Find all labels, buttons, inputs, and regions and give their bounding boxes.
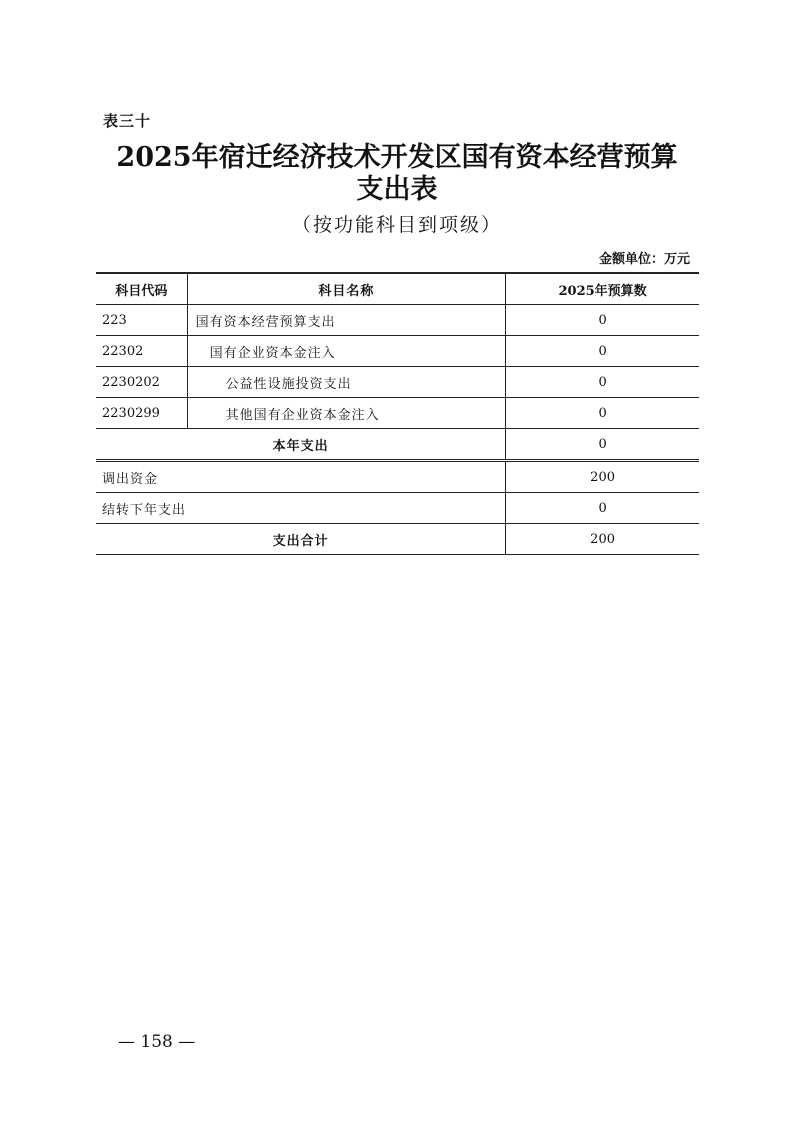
row-value: 0 xyxy=(506,367,699,398)
row-value: 0 xyxy=(506,336,699,367)
amount-unit-label: 金额单位：万元 xyxy=(598,252,690,267)
page-title-line-2: 支出表 xyxy=(356,174,438,205)
page-number: — 158 — xyxy=(118,1032,196,1052)
table-row xyxy=(96,336,699,367)
current-year-expenditure-value: 0 xyxy=(506,429,699,461)
row-value: 0 xyxy=(506,398,699,429)
table-row xyxy=(96,305,699,336)
total-expenditure-row xyxy=(96,524,699,555)
transfer-out-row xyxy=(96,461,699,493)
carry-forward-value: 0 xyxy=(506,493,699,524)
row-value: 0 xyxy=(506,305,699,336)
table-header-row xyxy=(96,273,699,305)
row-code: 22302 xyxy=(96,336,187,367)
row-code: 2230299 xyxy=(96,398,187,429)
transfer-out-value: 200 xyxy=(506,461,699,493)
carry-forward-label: 结转下年支出 xyxy=(96,493,506,524)
row-name: 国有资本经营预算支出 xyxy=(187,305,506,336)
page-subtitle: （按功能科目到项级） xyxy=(291,214,502,236)
total-expenditure-value: 200 xyxy=(506,524,699,555)
current-year-expenditure-row xyxy=(96,429,699,461)
row-name: 国有企业资本金注入 xyxy=(187,336,506,367)
header-budget-amount: 2025年预算数 xyxy=(506,273,699,305)
header-subject-name: 科目名称 xyxy=(187,273,506,305)
transfer-out-label: 调出资金 xyxy=(96,461,506,493)
table-row xyxy=(96,367,699,398)
row-name: 公益性设施投资支出 xyxy=(187,367,506,398)
page-title-line-1: 2025年宿迁经济技术开发区国有资本经营预算 xyxy=(116,142,678,173)
row-name: 其他国有企业资本金注入 xyxy=(187,398,506,429)
row-code: 223 xyxy=(96,305,187,336)
table-number-label: 表三十 xyxy=(103,112,152,130)
carry-forward-row xyxy=(96,493,699,524)
row-code: 2230202 xyxy=(96,367,187,398)
total-expenditure-label: 支出合计 xyxy=(96,524,506,555)
table-row xyxy=(96,398,699,429)
budget-expenditure-table xyxy=(96,272,699,555)
current-year-expenditure-label: 本年支出 xyxy=(96,429,506,461)
header-subject-code: 科目代码 xyxy=(96,273,187,305)
